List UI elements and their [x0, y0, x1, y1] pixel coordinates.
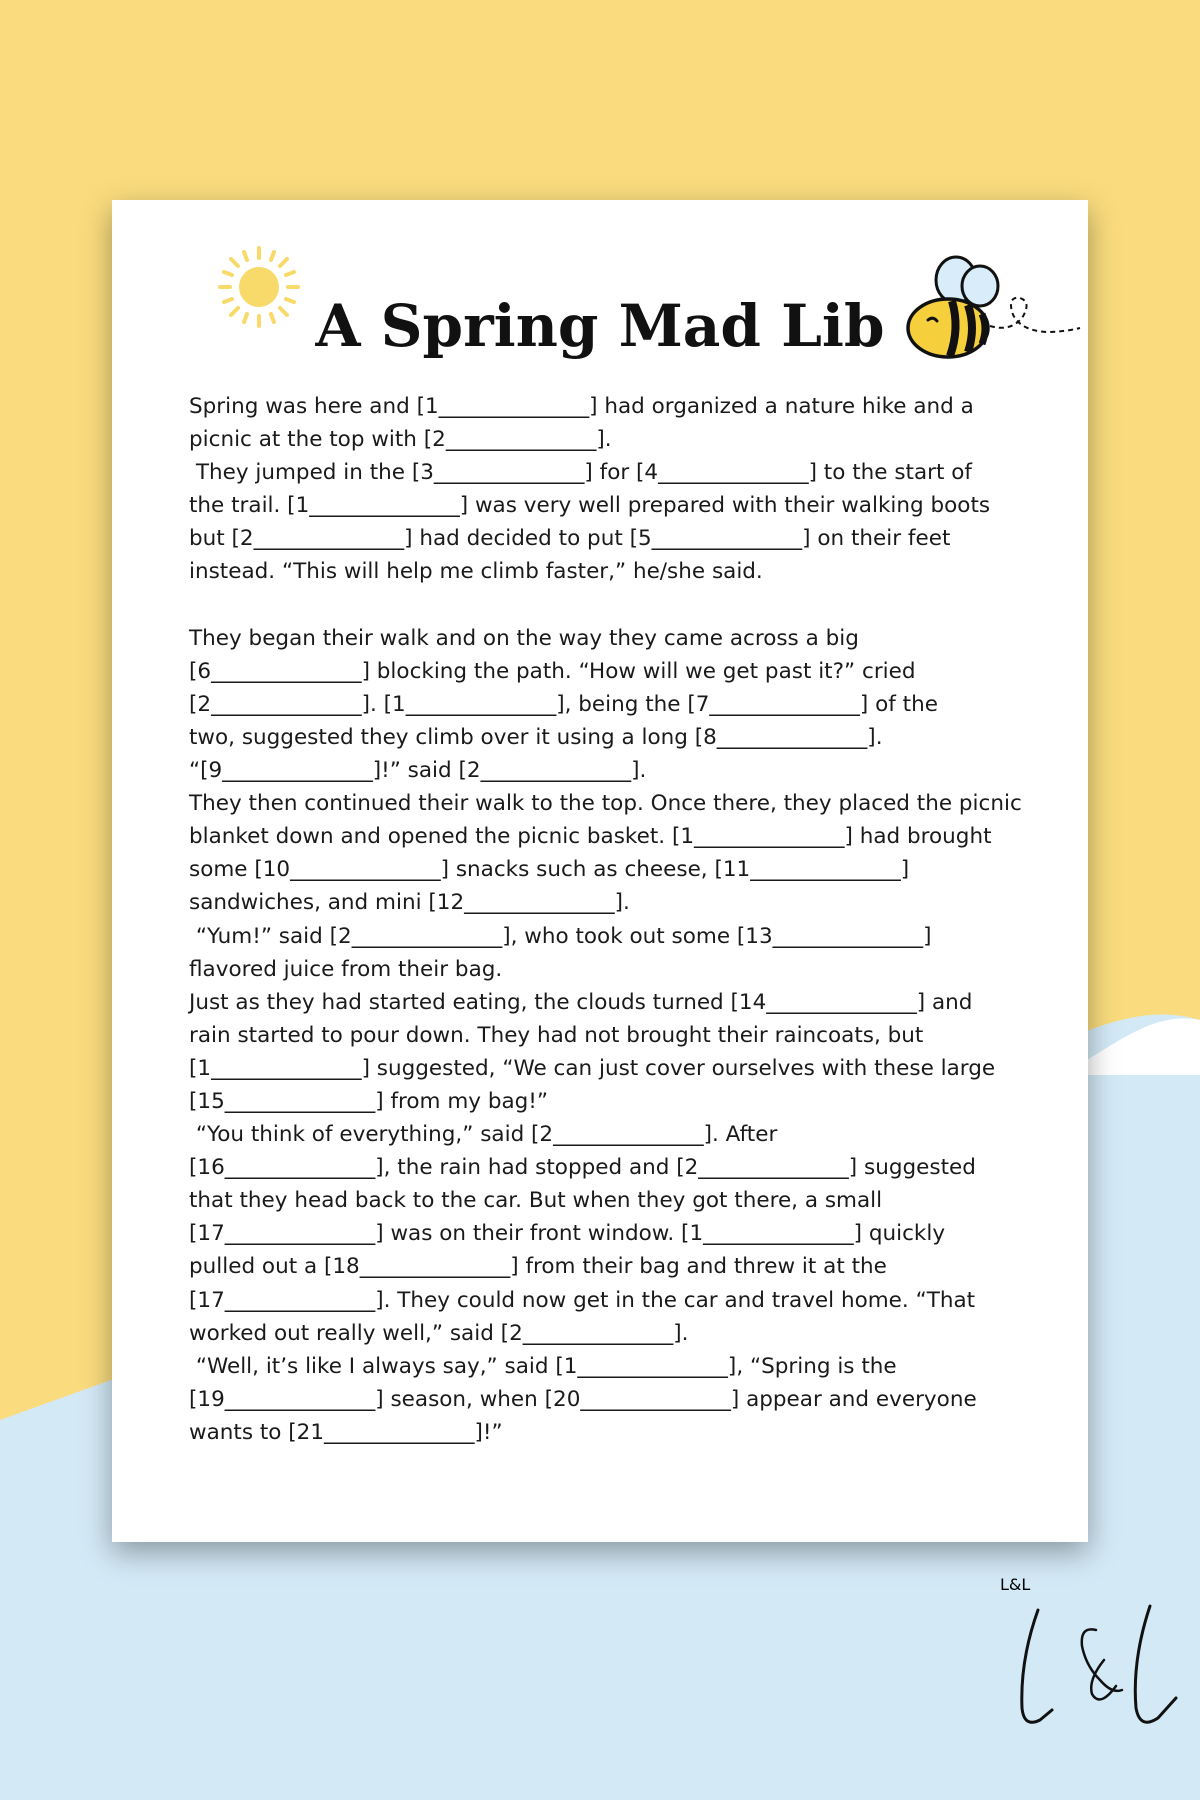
- worksheet-card: [112, 200, 1088, 1542]
- story-line: wants to [21______________]!”: [189, 1419, 503, 1445]
- story-line: that they head back to the car. But when they got there, a small: [189, 1188, 883, 1214]
- story-line: They began their walk and on the way they came across a big: [189, 625, 859, 651]
- logo-text: L&L: [1000, 1575, 1031, 1594]
- story-line: “You think of everything,” said [2______________]. After: [189, 1122, 778, 1148]
- story-line: “[9______________]!” said [2______________].: [189, 758, 647, 784]
- story-line: They then continued their walk to the top. Once there, they placed the picnic: [189, 791, 1022, 817]
- story-line: “Yum!” said [2______________], who took out some [13______________]: [189, 923, 932, 949]
- story-line: two, suggested they climb over it using a long [8______________].: [189, 724, 883, 750]
- story-line: worked out really well,” said [2______________].: [189, 1320, 689, 1346]
- story-line: [17______________] was on their front window. [1______________] quickly: [189, 1221, 946, 1247]
- brand-logo: [1000, 1575, 1190, 1740]
- story-line: [2______________]. [1______________], being the [7______________] of the: [189, 691, 938, 717]
- story-line: sandwiches, and mini [12______________].: [189, 890, 630, 916]
- story-line: blanket down and opened the picnic basket. [1______________] had brought: [189, 824, 992, 850]
- story-line: They jumped in the [3______________] for [4______________] to the start of: [189, 460, 972, 486]
- story-line: [6______________] blocking the path. “How will we get past it?” cried: [189, 658, 916, 684]
- story-line: [16______________], the rain had stopped and [2______________] suggested: [189, 1155, 976, 1181]
- story-line: flavored juice from their bag.: [189, 956, 503, 982]
- story-line: Just as they had started eating, the clouds turned [14______________] and: [189, 989, 973, 1015]
- story-line: instead. “This will help me climb faster,” he/she said.: [189, 559, 763, 585]
- story-line: [19______________] season, when [20______________] appear and everyone: [189, 1386, 977, 1412]
- page-title: A Spring Mad Lib: [315, 292, 885, 360]
- story-line: but [2______________] had decided to put [5______________] on their feet: [189, 526, 951, 552]
- bee-icon: [906, 240, 1082, 370]
- story-line: “Well, it’s like I always say,” said [1______________], “Spring is the: [189, 1353, 897, 1379]
- story-text: [189, 390, 1049, 1449]
- story-line: rain started to pour down. They had not brought their raincoats, but: [189, 1022, 924, 1048]
- story-line: Spring was here and [1______________] had organized a nature hike and a: [189, 394, 974, 419]
- story-line: the trail. [1______________] was very well prepared with their walking boots: [189, 493, 991, 519]
- story-line: picnic at the top with [2______________].: [189, 427, 612, 453]
- story-line: some [10______________] snacks such as cheese, [11______________]: [189, 857, 910, 883]
- story-line: [15______________] from my bag!”: [189, 1088, 549, 1114]
- story-line: [1______________] suggested, “We can just cover ourselves with these large: [189, 1055, 996, 1081]
- story-line: [17______________]. They could now get in the car and travel home. “That: [189, 1287, 976, 1313]
- story-line: [189, 589, 1049, 622]
- story-line: pulled out a [18______________] from their bag and threw it at the: [189, 1254, 887, 1280]
